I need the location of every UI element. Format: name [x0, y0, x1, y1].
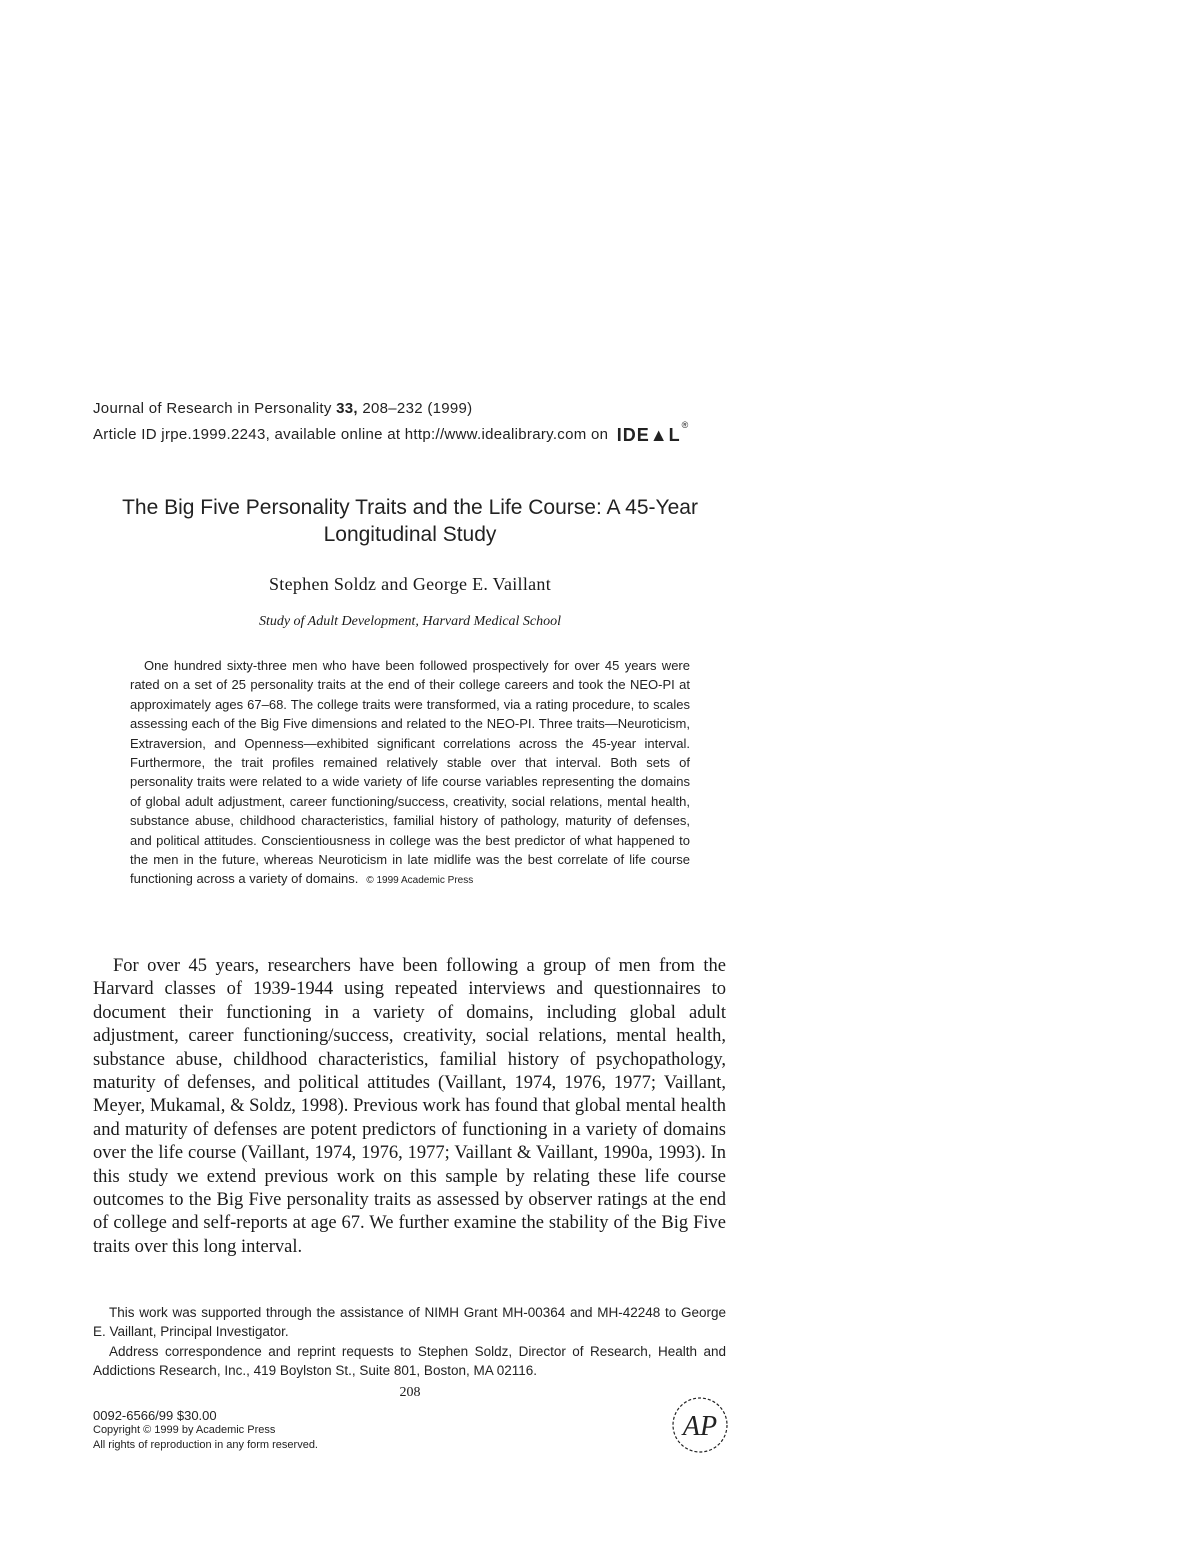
rights-line: All rights of reproduction in any form reserved.	[93, 1439, 318, 1451]
abstract-text: One hundred sixty-three men who have been followed prospectively for over 45 years were rated on a set of 25 personality traits at the end of their college careers and took the NEO-PI at approximately ages 67–68. The college traits were transformed, via a rating procedure, to scales assessing each of the Big Five dimensions and related to the NEO-PI. Three traits—Neuroticism, Extraversion, and Openness—exhibited significant correlations across the 45-year interval. Furthermore, the trait profiles remained relatively stable over that interval. Both sets of personality traits were related to a wide variety of life course variables representing the domains of global adult adjustment, career functioning/success, creativity, social relations, mental health, substance abuse, childhood characteristics, familial history of pathology, maturity of defenses, and political attitudes. Conscientiousness in college was the best predictor of what happened to the men in the future, whereas Neuroticism in late midlife was the best correlate of life course functioning across a variety of domains.	[130, 658, 690, 887]
issn-price: 0092-6566/99 $30.00	[93, 1408, 217, 1423]
abstract	[130, 656, 690, 891]
body-paragraph	[93, 955, 726, 1259]
academic-press-logo	[670, 1395, 730, 1455]
affiliation: Study of Adult Development, Harvard Medical School	[258, 614, 562, 629]
page-number: 208	[399, 1385, 421, 1400]
footnote-correspondence-text: Address correspondence and reprint requests to Stephen Soldz, Director of Research, Health and Addictions Research, Inc., 419 Boylston St., Suite 801, Boston, MA 02116.	[93, 1344, 726, 1378]
footnote-support	[93, 1304, 726, 1341]
article-id-text: Article ID jrpe.1999.2243, available online at http://www.idealibrary.com on	[93, 426, 609, 443]
footnote-support-text: This work was supported through the assistance of NIMH Grant MH-00364 and MH-42248 to George E. Vaillant, Principal Investigator.	[93, 1305, 726, 1339]
authors: Stephen Soldz and George E. Vaillant	[268, 574, 552, 594]
copyright-line: Copyright © 1999 by Academic Press	[93, 1424, 276, 1436]
body-paragraph-text: For over 45 years, researchers have been following a group of men from the Harvard classes of 1939-1944 using repeated interviews and questionnaires to document their functioning in a variety of domains, including global adult adjustment, career functioning/success, creativity, social relations, mental health, substance abuse, childhood characteristics, familial history of psychopathology, maturity of defenses, and political attitudes (Vaillant, 1974, 1976, 1977; Vaillant, Meyer, Mukamal, & Soldz, 1998). Previous work has found that global mental health and maturity of defenses are potent predictors of functioning in a variety of domains over the life course (Vaillant, 1974, 1976, 1977; Vaillant & Vaillant, 1990a, 1993). In this study we extend previous work on this sample by relating these life course outcomes to the Big Five personality traits as assessed by observer ratings at the end of college and self-reports at age 67. We further examine the stability of the Big Five traits over this long interval.	[93, 956, 726, 1257]
ideal-logo-text: IDE▲L	[616, 425, 681, 445]
article-title	[90, 494, 730, 548]
journal-pages-year: 208–232 (1999)	[362, 400, 473, 417]
footnote-correspondence	[93, 1343, 726, 1380]
journal-citation	[93, 400, 472, 417]
registered-mark: ®	[681, 420, 690, 430]
title-line-1: The Big Five Personality Traits and the Life Course: A 45-Year	[122, 496, 698, 519]
ideal-logo	[616, 420, 690, 446]
ap-logo-text: AP	[682, 1411, 718, 1442]
article-id-line	[93, 420, 690, 446]
copyright-block	[93, 1408, 318, 1453]
title-line-2: Longitudinal Study	[323, 523, 497, 546]
journal-name: Journal of Research in Personality	[93, 400, 332, 417]
journal-volume: 33,	[336, 400, 358, 417]
abstract-copyright: © 1999 Academic Press	[366, 875, 474, 887]
